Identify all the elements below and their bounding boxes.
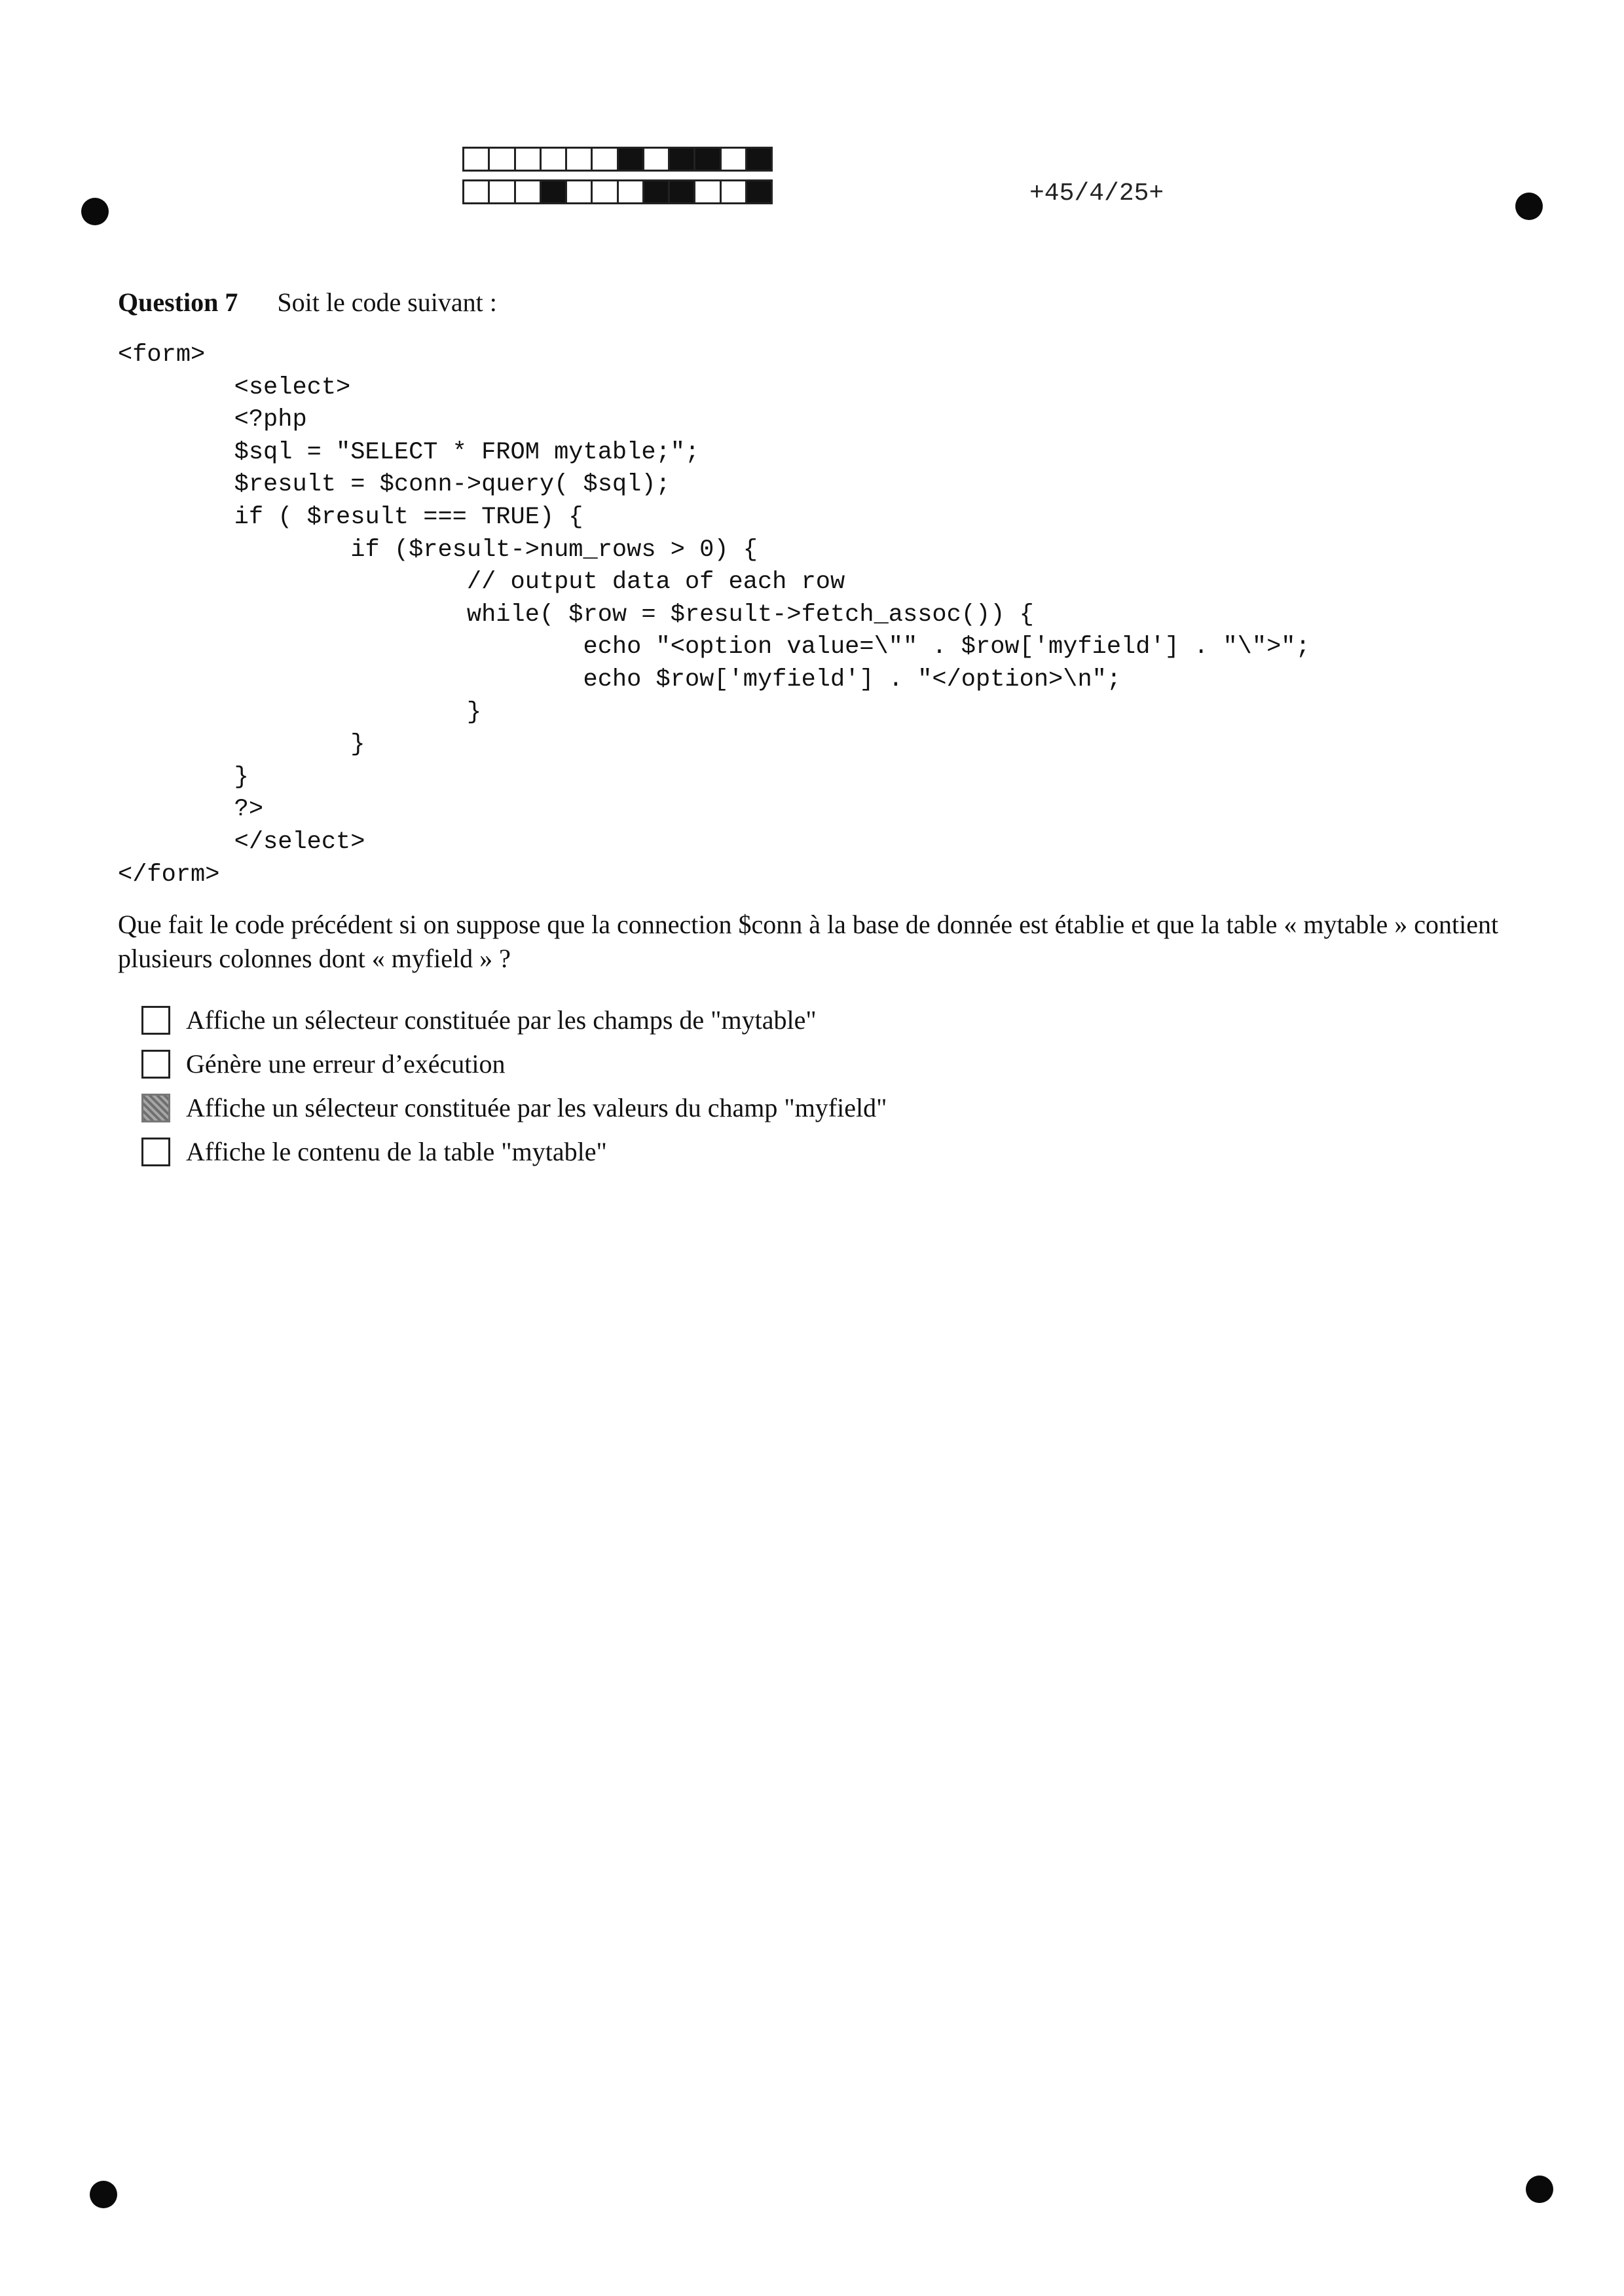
checkbox[interactable] [141, 1050, 170, 1079]
barcode-cell [567, 181, 593, 202]
answer-choice-label: Génère une erreur d’exécution [186, 1048, 506, 1079]
answer-choice-label: Affiche le contenu de la table "mytable" [186, 1136, 607, 1166]
barcode-cell [516, 149, 542, 170]
barcode-cell [516, 181, 542, 202]
barcode-cell [542, 149, 567, 170]
barcode-cell [619, 149, 644, 170]
barcode-cell [747, 149, 771, 170]
code-line: // output data of each row [118, 568, 845, 597]
answer-choice[interactable] [141, 1086, 887, 1130]
barcode-cell [670, 181, 695, 202]
barcode-cell [593, 149, 618, 170]
barcode-cell [593, 181, 618, 202]
answer-choices [141, 998, 887, 1174]
code-line: $sql = "SELECT * FROM mytable;"; [118, 438, 700, 466]
barcode-cell [542, 181, 567, 202]
barcode-cell [695, 181, 721, 202]
barcode-row-bottom [462, 179, 773, 204]
code-line: ?> [118, 796, 264, 824]
barcode-cell [670, 149, 695, 170]
answer-choice[interactable] [141, 1130, 887, 1174]
code-line: if ($result->num_rows > 0) { [118, 536, 758, 564]
barcode-cell [644, 181, 670, 202]
question-number: Question 7 [118, 287, 238, 317]
code-line: <form> [118, 341, 206, 369]
barcode-cell [464, 181, 490, 202]
answer-choice[interactable] [141, 998, 887, 1042]
question-header [118, 287, 497, 318]
code-line: echo "<option value=\"" . $row['myfield'] . "\">"; [118, 633, 1310, 661]
barcode-cell [695, 149, 721, 170]
barcode-cell [644, 149, 670, 170]
barcode-cell [619, 181, 644, 202]
barcode-cell [722, 149, 747, 170]
corner-marker-bottom-right [1526, 2176, 1553, 2203]
corner-marker-top-left [81, 198, 109, 225]
code-line: </form> [118, 861, 220, 889]
page-identifier: +45/4/25+ [1029, 179, 1164, 208]
checkbox[interactable] [141, 1138, 170, 1166]
code-line: while( $row = $result->fetch_assoc()) { [118, 601, 1034, 629]
code-line: <select> [118, 373, 351, 401]
code-line: $result = $conn->query( $sql); [118, 471, 671, 499]
barcode-cell [490, 149, 515, 170]
question-prompt: Que fait le code précédent si on suppose que la connection $conn à la base de donnée est établie et que la table « mytable » contient plusieurs colonnes dont « myfield » ? [118, 910, 1499, 973]
barcode-cell [567, 149, 593, 170]
barcode-cell [490, 181, 515, 202]
barcode-row-top [462, 147, 773, 172]
checkbox[interactable] [141, 1006, 170, 1035]
corner-marker-top-right [1515, 193, 1543, 220]
checkbox-checked[interactable] [141, 1094, 170, 1122]
code-line: } [118, 763, 249, 791]
answer-choice-label: Affiche un sélecteur constituée par les valeurs du champ "myfield" [186, 1092, 887, 1122]
code-line: } [118, 698, 482, 726]
corner-marker-bottom-left [90, 2181, 117, 2208]
answer-choice[interactable] [141, 1042, 887, 1086]
code-line: if ( $result === TRUE) { [118, 503, 583, 531]
barcode-cell [747, 181, 771, 202]
barcode-cell [464, 149, 490, 170]
barcode-cell [722, 181, 747, 202]
code-line: <?php [118, 406, 307, 434]
code-listing [118, 339, 1310, 891]
answer-choice-label: Affiche un sélecteur constituée par les champs de "mytable" [186, 1005, 817, 1035]
code-line: </select> [118, 828, 365, 856]
question-intro: Soit le code suivant : [277, 287, 497, 317]
code-line: echo $row['myfield'] . "</option>\n"; [118, 665, 1122, 694]
code-line: } [118, 731, 365, 759]
